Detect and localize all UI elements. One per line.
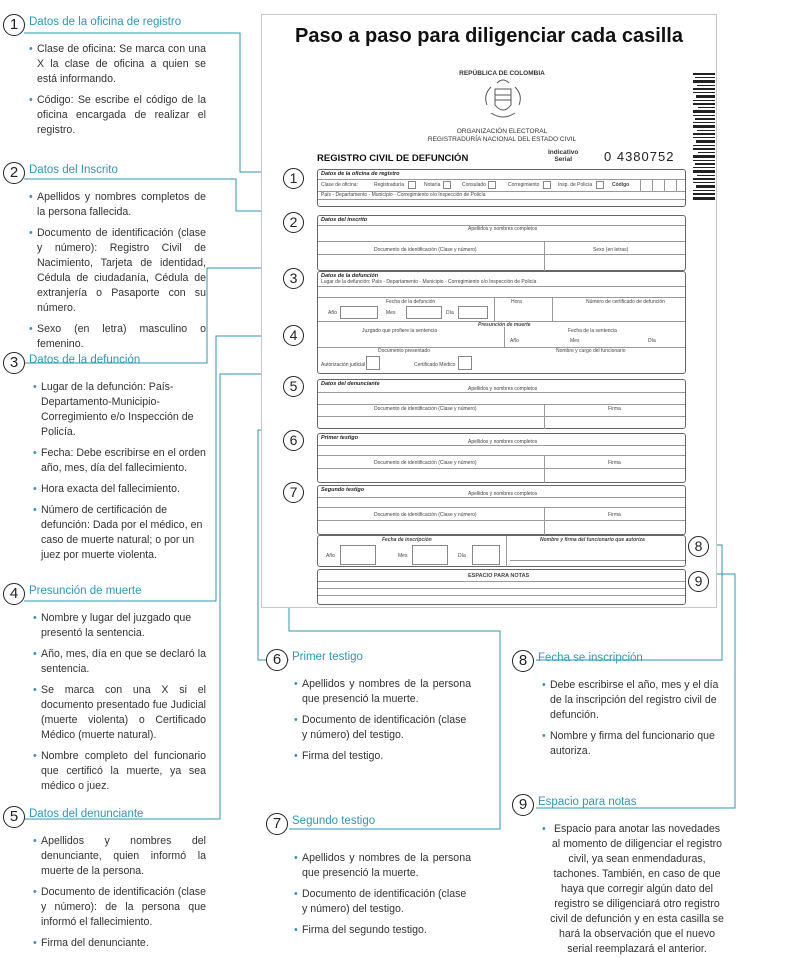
form-marker-9: 9 bbox=[688, 571, 709, 592]
date-cells bbox=[412, 545, 448, 565]
field-label: Presunción de muerte bbox=[478, 322, 531, 328]
field-label: Mes bbox=[398, 553, 408, 559]
field-label: Hora bbox=[511, 299, 522, 305]
field-label: Documento de identificación (Clase y número) bbox=[374, 247, 477, 253]
form-box-segundo-testigo bbox=[317, 485, 686, 535]
form-marker-3: 3 bbox=[283, 268, 304, 289]
bullet-item: • Se marca con una X si el documento presentado fue Judicial (muerte violenta) o Certificado Médico (muerte natural). bbox=[33, 683, 206, 743]
field-label: Documento de identificación (Clase y número) bbox=[374, 460, 477, 466]
form-marker-8: 8 bbox=[688, 536, 709, 557]
bullet-item: • Código: Se escribe el código de la oficina encargada de realizar el registro. bbox=[29, 93, 206, 138]
bullet-item: • Debe escribirse el año, mes y el día de la inscripción del registro civil de defunción. bbox=[542, 678, 724, 723]
field-label: Año bbox=[326, 553, 335, 559]
box-title: Datos de la defunción bbox=[321, 273, 379, 279]
box-title: Datos del denunciante bbox=[321, 381, 380, 387]
field-label: Firma bbox=[608, 512, 621, 518]
section-title: Espacio para notas bbox=[538, 796, 637, 808]
indicativo-serial-label bbox=[548, 149, 578, 163]
date-cells bbox=[340, 306, 378, 319]
bullet-list bbox=[294, 677, 471, 764]
bullet-item: • Apellidos y nombres del denunciante, quien informó la muerte de la persona. bbox=[33, 834, 206, 879]
field-label: Documento de identificación (Clase y número) bbox=[374, 406, 477, 412]
republic-label: REPÚBLICA DE COLOMBIA bbox=[459, 70, 545, 77]
bullet-item: • Número de certificación de defunción: Dada por el médico, en caso de muerte natural; o por un juez por muerte violenta. bbox=[33, 503, 206, 563]
field-label: Notaría bbox=[424, 182, 441, 188]
form-marker-2: 2 bbox=[283, 212, 304, 233]
field-label: Sexo (en letras) bbox=[593, 247, 629, 253]
section-header bbox=[3, 14, 206, 36]
section-header bbox=[3, 806, 206, 828]
field-label: Día bbox=[458, 553, 466, 559]
bullet-item: • Apellidos y nombres de la persona que presenció la muerte. bbox=[294, 677, 471, 707]
field-label: Lugar de la defunción: País - Departamento - Municipio - Corregimiento o/o Inspección de Policía bbox=[321, 279, 537, 285]
bullet-item: • Fecha: Debe escribirse en el orden año, mes, día del fallecimiento. bbox=[33, 446, 206, 476]
field-label: Nombre y cargo del funcionario bbox=[556, 348, 626, 354]
bullet-item: • Nombre completo del funcionario que certificó la muerte, ya sea médico o juez. bbox=[33, 749, 206, 794]
section-header bbox=[512, 794, 724, 816]
form-box-office bbox=[317, 169, 686, 207]
serial-label: Serial bbox=[554, 156, 573, 163]
coat-of-arms-icon bbox=[477, 75, 529, 127]
section-oficina-registro bbox=[3, 14, 206, 144]
bullet-item: • Espacio para anotar las novedades al momento de diligenciar el registro civil, ya sean enmendaduras, tachones. También, en caso de que haya que corregir algún dato del registro se diligenciará otro registro civil de defunción y en esta casilla se hará la observación que el nuevo serial reemplazará el anterior. bbox=[542, 822, 724, 957]
section-title: Datos de la defunción bbox=[29, 354, 141, 366]
field-label: Año bbox=[328, 310, 337, 316]
bullet-item: • Firma del denunciante. bbox=[33, 936, 206, 951]
form-box-defuncion bbox=[317, 271, 686, 374]
checkbox bbox=[366, 356, 380, 370]
field-label: Fecha de la sentencia bbox=[568, 328, 617, 334]
section-title: Datos del denunciante bbox=[29, 808, 144, 820]
field-label: ESPACIO PARA NOTAS bbox=[468, 573, 530, 579]
field-label: Certificado Médico bbox=[414, 362, 456, 368]
section-number: 4 bbox=[3, 583, 25, 605]
field-label: Firma bbox=[608, 406, 621, 412]
form-box-inscripcion bbox=[317, 535, 686, 567]
bullet-item: • Documento de identificación (clase y número) del testigo. bbox=[294, 887, 471, 917]
field-label: Consulado bbox=[462, 182, 486, 188]
bullet-list bbox=[542, 678, 724, 759]
field-label: Juzgado que profiere la sentencia bbox=[362, 328, 438, 334]
field-label: Código bbox=[612, 182, 630, 188]
field-label: Corregimiento bbox=[508, 182, 540, 188]
section-presuncion-muerte bbox=[3, 583, 206, 800]
section-title: Presunción de muerte bbox=[29, 585, 142, 597]
section-number: 1 bbox=[3, 14, 25, 36]
field-label: Registraduría bbox=[374, 182, 405, 188]
page-title: Paso a paso para diligenciar cada casilla bbox=[295, 25, 683, 47]
section-header bbox=[3, 162, 206, 184]
field-label: Firma bbox=[608, 460, 621, 466]
box-title: Primer testigo bbox=[321, 435, 358, 441]
section-header bbox=[266, 813, 471, 835]
form-box-primer-testigo bbox=[317, 433, 686, 483]
form-marker-6: 6 bbox=[283, 430, 304, 451]
section-header bbox=[512, 650, 724, 672]
bullet-item: • Apellidos y nombres completos de la persona fallecida. bbox=[29, 190, 206, 220]
section-primer-testigo bbox=[266, 649, 471, 770]
bullet-item: • Documento de identificación (clase y número): Registro Civil de Nacimiento, Tarjeta de identidad, Cédula de ciudadanía, Cédula de extranjería o Pasaporte con su número. bbox=[29, 226, 206, 316]
field-label: Día bbox=[648, 338, 656, 344]
section-number: 2 bbox=[3, 162, 25, 184]
field-label: Insp. de Policía bbox=[558, 182, 593, 188]
field-label: Documento de identificación (Clase y número) bbox=[374, 512, 477, 518]
bullet-item: • Clase de oficina: Se marca con una X la clase de oficina a quien se está informando. bbox=[29, 42, 206, 87]
field-label: Apellidos y nombres completos bbox=[468, 386, 538, 392]
serial-number: 0 4380752 bbox=[604, 149, 675, 164]
bullet-list bbox=[33, 380, 206, 563]
field-label: Día bbox=[446, 310, 454, 316]
field-label: Documento presentado bbox=[378, 348, 430, 354]
checkbox bbox=[458, 356, 472, 370]
bullet-item: • Hora exacta del fallecimiento. bbox=[33, 482, 206, 497]
bullet-item: • Nombre y firma del funcionario que autoriza. bbox=[542, 729, 724, 759]
date-cells bbox=[406, 306, 442, 319]
section-number: 7 bbox=[266, 813, 288, 835]
form-marker-1: 1 bbox=[283, 168, 304, 189]
death-certificate-form bbox=[261, 14, 717, 608]
org-line-2: REGISTRADURÍA NACIONAL DEL ESTADO CIVIL bbox=[427, 136, 577, 143]
bullet-item: • Nombre y lugar del juzgado que presentó la sentencia. bbox=[33, 611, 206, 641]
section-title: Primer testigo bbox=[292, 651, 363, 663]
field-label: País - Departamento - Municipio - Corregimiento o/o Inspección de Policía bbox=[321, 192, 486, 198]
document-title: REGISTRO CIVIL DE DEFUNCIÓN bbox=[317, 153, 469, 164]
bullet-item: • Apellidos y nombres de la persona que presenció la muerte. bbox=[294, 851, 471, 881]
field-label: Mes bbox=[386, 310, 396, 316]
bullet-list bbox=[33, 834, 206, 951]
org-line-1: ORGANIZACIÓN ELECTORAL bbox=[456, 128, 548, 135]
section-header bbox=[3, 352, 206, 374]
bullet-list bbox=[29, 42, 206, 138]
checkbox bbox=[443, 181, 451, 189]
section-datos-defuncion bbox=[3, 352, 206, 569]
form-box-inscrito bbox=[317, 215, 686, 271]
field-label: Fecha de inscripción bbox=[382, 537, 432, 543]
bullet-item: • Documento de identificación (clase y número) del testigo. bbox=[294, 713, 471, 743]
section-title: Datos de la oficina de registro bbox=[29, 16, 182, 28]
bullet-item: • Año, mes, día en que se declaró la sentencia. bbox=[33, 647, 206, 677]
barcode-icon bbox=[693, 73, 715, 203]
organization-label bbox=[382, 128, 622, 144]
bullet-item: • Firma del segundo testigo. bbox=[294, 923, 471, 938]
form-box-denunciante bbox=[317, 379, 686, 429]
checkbox bbox=[543, 181, 551, 189]
bullet-list bbox=[542, 822, 724, 957]
section-datos-inscrito bbox=[3, 162, 206, 358]
bullet-item: • Firma del testigo. bbox=[294, 749, 471, 764]
section-number: 3 bbox=[3, 352, 25, 374]
box-title: Segundo testigo bbox=[321, 487, 365, 493]
bullet-list bbox=[29, 190, 206, 352]
section-fecha-inscripcion bbox=[512, 650, 724, 765]
section-espacio-notas bbox=[512, 794, 724, 958]
section-number: 6 bbox=[266, 649, 288, 671]
section-title: Fecha se inscripción bbox=[538, 652, 643, 664]
section-title: Datos del Inscrito bbox=[29, 164, 118, 176]
field-label: Año bbox=[510, 338, 519, 344]
field-label: Apellidos y nombres completos bbox=[468, 439, 538, 445]
date-cells bbox=[472, 545, 500, 565]
indicativo-label: Indicativo bbox=[548, 149, 579, 156]
bullet-item: • Documento de identificación (clase y número): de la persona que informó el fallecimiento. bbox=[33, 885, 206, 930]
section-datos-denunciante bbox=[3, 806, 206, 957]
field-label: Apellidos y nombres completos bbox=[468, 226, 538, 232]
section-number: 5 bbox=[3, 806, 25, 828]
section-number: 8 bbox=[512, 650, 534, 672]
checkbox bbox=[488, 181, 496, 189]
bullet-item: • Lugar de la defunción: País-Departamento-Municipio-Corregimiento e/o Inspección de Policía. bbox=[33, 380, 206, 440]
bullet-list bbox=[294, 851, 471, 938]
form-marker-5: 5 bbox=[283, 376, 304, 397]
field-label: Fecha de la defunción bbox=[386, 299, 436, 305]
section-header bbox=[3, 583, 206, 605]
section-title: Segundo testigo bbox=[292, 815, 376, 827]
date-cells bbox=[340, 545, 376, 565]
bullet-item: • Sexo (en letra) masculino o femenino. bbox=[29, 322, 206, 352]
date-cells bbox=[458, 306, 488, 319]
bullet-list bbox=[33, 611, 206, 794]
field-label: Apellidos y nombres completos bbox=[468, 491, 538, 497]
box-title: Datos de la oficina de registro bbox=[321, 171, 400, 177]
form-marker-4: 4 bbox=[283, 325, 304, 346]
field-label: Mes bbox=[570, 338, 580, 344]
section-header bbox=[266, 649, 471, 671]
field-label: Número de certificado de defunción bbox=[586, 299, 665, 305]
form-box-notas bbox=[317, 569, 686, 605]
field-label: Clase de oficina: bbox=[321, 182, 358, 188]
section-number: 9 bbox=[512, 794, 534, 816]
form-marker-7: 7 bbox=[283, 482, 304, 503]
checkbox bbox=[408, 181, 416, 189]
box-title: Datos del inscrito bbox=[321, 217, 368, 223]
section-segundo-testigo bbox=[266, 813, 471, 944]
checkbox bbox=[596, 181, 604, 189]
field-label: Nombre y firma del funcionario que autoriza bbox=[540, 537, 645, 543]
field-label: Autorización judicial bbox=[321, 362, 366, 368]
